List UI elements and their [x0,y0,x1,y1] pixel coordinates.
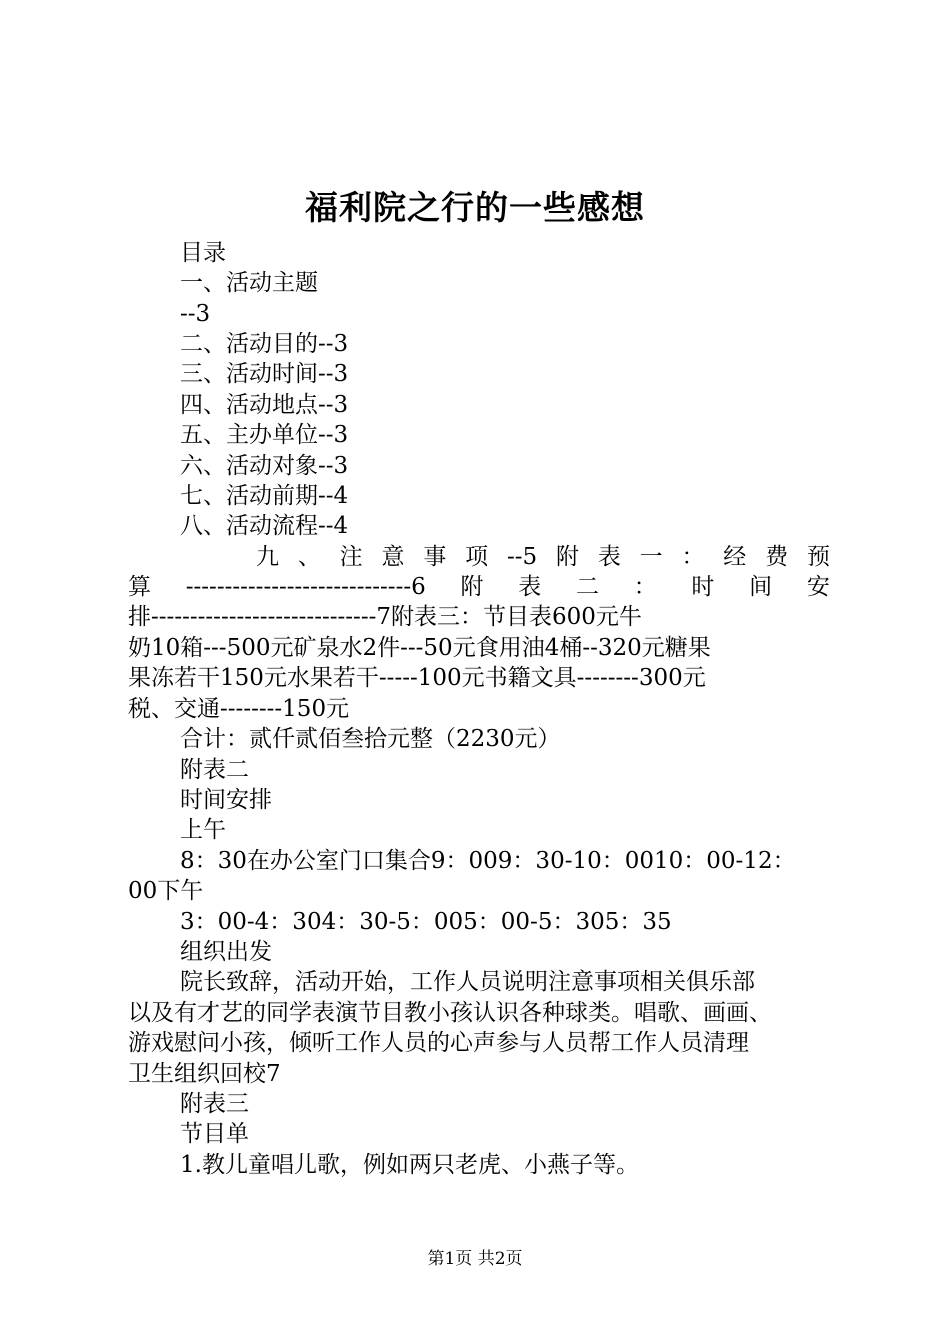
activity-line: 院长致辞，活动开始，工作人员说明注意事项相关俱乐部 [180,969,755,995]
toc-item: 八、活动流程--4 [180,513,349,539]
budget-line-justified [128,572,830,602]
budget-token: 九 [256,544,279,570]
activity-line: 以及有才艺的同学表演节目教小孩认识各种球类。唱歌、画画、 [128,1000,772,1026]
toc-item: 二、活动目的--3 [180,331,349,357]
schedule-heading: 时间安排 [180,787,272,813]
budget-token: 附 [460,574,484,600]
budget-token: ： [633,574,657,600]
program-item: 1.教儿童唱儿歌，例如两只老虎、小燕子等。 [180,1152,639,1178]
activity-line: 游戏慰问小孩，倾听工作人员的心声参与人员帮工作人员清理 [128,1030,749,1056]
toc-item: 七、活动前期--4 [180,483,349,509]
toc-heading: 目录 [180,240,226,266]
budget-line: 果冻若干150元水果若干-----100元书籍文具--------300元 [128,665,706,691]
budget-token: 经 [723,544,747,570]
budget-token: ： [681,544,705,570]
budget-line: 税、交通--------150元 [128,696,350,722]
toc-item: --3 [180,301,211,327]
budget-token: 算 [128,574,151,600]
toc-item: 五、主办单位--3 [180,422,349,448]
toc-item: 六、活动对象--3 [180,453,349,479]
budget-token: --5 [506,544,538,570]
program-heading: 节目单 [180,1121,249,1147]
document-title: 福利院之行的一些感想 [305,188,645,227]
appendix-three-label: 附表三 [180,1091,249,1117]
budget-token: 二 [575,574,599,600]
budget-token: 项 [465,544,489,570]
budget-token: 表 [597,544,621,570]
morning-label: 上午 [180,817,226,843]
budget-token: 表 [518,574,542,600]
budget-token: 预 [806,544,830,570]
appendix-two-label: 附表二 [180,757,249,783]
afternoon-label: 00下午 [128,878,204,904]
budget-token: 一 [639,544,663,570]
budget-token: 注 [339,544,363,570]
toc-item: 一、活动主题 [180,270,318,296]
toc-item: 三、活动时间--3 [180,361,349,387]
morning-times: 8：30在办公室门口集合9：009：30-10：0010：00-12： [180,848,796,874]
activity-line: 卫生组织回校7 [128,1061,281,1087]
budget-token: 时 [691,574,715,600]
budget-token: 事 [423,544,447,570]
budget-line-justified [128,542,830,572]
budget-token: -----------------------------6 [185,574,426,600]
depart-label: 组织出发 [180,939,272,965]
toc-item: 四、活动地点--3 [180,392,349,418]
page-footer: 第1页 共2页 [427,1249,523,1269]
budget-line: 奶10箱---500元矿泉水2件---50元食用油4桶--320元糖果 [128,635,711,661]
budget-token: 意 [381,544,405,570]
budget-token: 、 [297,544,321,570]
budget-line: 排-----------------------------7附表三：节目表600元牛 [128,604,642,630]
budget-token: 附 [555,544,579,570]
budget-token: 间 [749,574,773,600]
budget-token: 安 [806,574,830,600]
budget-token: 费 [765,544,789,570]
afternoon-times: 3：00-4：304：30-5：005：00-5：305：35 [180,909,672,935]
budget-total: 合计：贰仟贰佰叁拾元整（2230元） [180,726,561,752]
